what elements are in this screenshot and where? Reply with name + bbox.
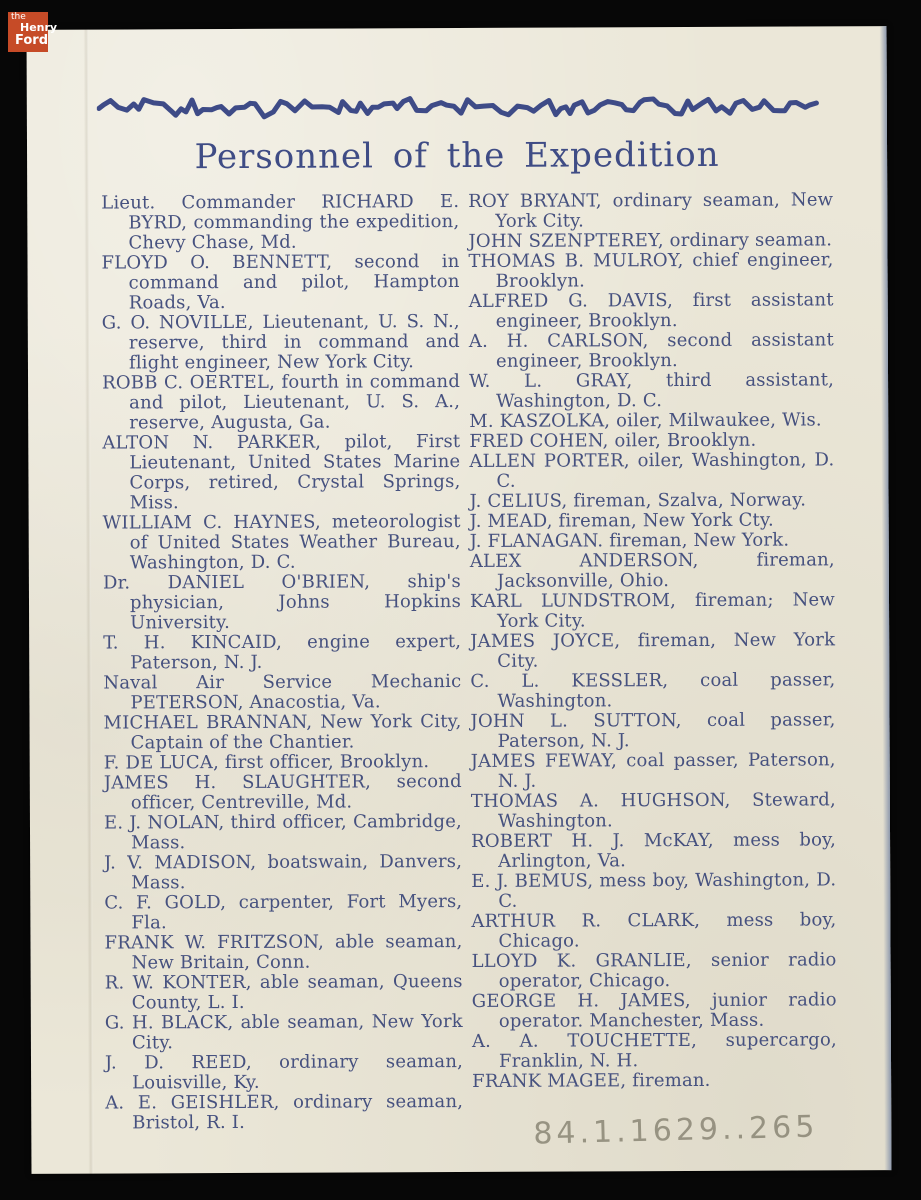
henry-ford-logo	[8, 12, 58, 52]
personnel-entry: FLOYD O. BENNETT, second in command and pilot, Hampton Roads, Va.	[101, 250, 460, 314]
personnel-entry: A. E. GEISHLER, ordinary seaman, Bristol, R. I.	[105, 1090, 464, 1134]
logo-text-henry: Henry	[20, 21, 58, 34]
document-page	[27, 26, 892, 1174]
left-column	[101, 192, 463, 1134]
personnel-entry: W. L. GRAY, third assistant, Washington, D. C.	[469, 369, 835, 412]
personnel-entry: FRANK W. FRITZSON, able seaman, New Britain, Conn.	[104, 930, 463, 974]
personnel-entry: ALEX ANDERSON, fireman, Jacksonville, Ohio.	[469, 549, 835, 592]
personnel-entry: J. V. MADISON, boatswain, Danvers, Mass.	[104, 850, 463, 894]
personnel-entry: J. CELIUS, fireman, Szalva, Norway.	[469, 489, 807, 512]
personnel-entry: Naval Air Service Mechanic PETERSON, Anacostia, Va.	[103, 670, 462, 714]
logo-text-ford: Ford	[15, 33, 49, 48]
personnel-entry: A. A. TOUCHETTE, supercargo, Franklin, N. H.	[471, 1029, 837, 1072]
personnel-entry: JOHN L. SUTTON, coal passer, Paterson, N. J.	[470, 709, 836, 752]
personnel-entry: ROBERT H. J. McKAY, mess boy, Arlington, Va.	[471, 829, 837, 872]
personnel-entry: F. DE LUCA, first officer, Brooklyn.	[103, 751, 430, 774]
personnel-entry: J. MEAD, fireman, New York Cty.	[469, 509, 774, 532]
personnel-entry: G. O. NOVILLE, Lieutenant, U. S. N., reserve, third in command and flight engineer, New York City.	[101, 310, 460, 374]
right-column	[468, 190, 837, 1132]
logo-text-the: the	[11, 12, 26, 22]
personnel-entry: ALFRED G. DAVIS, first assistant engineer, Brooklyn.	[468, 289, 834, 332]
personnel-entry: T. H. KINCAID, engine expert, Paterson, N. J.	[103, 630, 462, 674]
personnel-entry: ALTON N. PARKER, pilot, First Lieutenant, United States Marine Corps, retired, Crystal Springs, Miss.	[102, 430, 461, 514]
personnel-entry: JAMES FEWAY, coal passer, Paterson, N. J.	[470, 749, 836, 792]
personnel-entry: M. KASZOLKA, oiler, Milwaukee, Wis.	[469, 409, 822, 432]
personnel-entry: G. H. BLACK, able seaman, New York City.	[104, 1010, 463, 1054]
personnel-entry: KARL LUNDSTROM, fireman; New York City.	[469, 589, 836, 632]
personnel-list	[101, 190, 837, 1133]
personnel-entry: JAMES JOYCE, fireman, New York City.	[470, 629, 836, 672]
personnel-entry: J. FLANAGAN. fireman, New York.	[469, 529, 790, 552]
personnel-entry: ROBB C. OERTEL, fourth in command and pilot, Lieutenant, U. S. A., reserve, Augusta, Ga.	[102, 370, 461, 434]
personnel-entry: ARTHUR R. CLARK, mess boy, Chicago.	[471, 909, 837, 952]
squiggle-divider-icon	[97, 92, 821, 125]
personnel-entry: THOMAS B. MULROY, chief engineer, Brooklyn.	[468, 249, 834, 292]
fold-crease	[84, 30, 94, 1174]
page-right-edge	[880, 26, 892, 1170]
personnel-entry: E. J. NOLAN, third officer, Cambridge, Mass.	[103, 810, 463, 854]
personnel-entry: R. W. KONTER, able seaman, Queens County, L. I.	[104, 970, 463, 1014]
personnel-entry: MICHAEL BRANNAN, New York City, Captain of the Chantier.	[103, 710, 462, 754]
personnel-entry: C. L. KESSLER, coal passer, Washington.	[470, 669, 836, 712]
personnel-entry: THOMAS A. HUGHSON, Steward, Washington.	[470, 789, 836, 832]
personnel-entry: FRED COHEN, oiler, Brooklyn.	[469, 429, 757, 452]
personnel-entry: E. J. BEMUS, mess boy, Washington, D. C.	[471, 869, 837, 912]
personnel-entry: C. F. GOLD, carpenter, Fort Myers, Fla.	[104, 890, 463, 934]
personnel-entry: Lieut. Commander RICHARD E. BYRD, commanding the expedition, Chevy Chase, Md.	[101, 190, 460, 254]
personnel-entry: GEORGE H. JAMES, junior radio operator. Manchester, Mass.	[471, 989, 837, 1032]
personnel-entry: J. D. REED, ordinary seaman, Louisville, Ky.	[104, 1050, 464, 1094]
personnel-entry: JAMES H. SLAUGHTER, second officer, Centreville, Md.	[103, 770, 462, 814]
personnel-entry: LLOYD K. GRANLIE, senior radio operator, Chicago.	[471, 949, 837, 992]
accession-number: 84.1.1629..265	[532, 1109, 819, 1152]
page-title: Personnel of the Expedition	[194, 134, 720, 178]
personnel-entry: WILLIAM C. HAYNES, meteorologist of United States Weather Bureau, Washington, D. C.	[102, 510, 461, 574]
personnel-entry: Dr. DANIEL O'BRIEN, ship's physician, Johns Hopkins University.	[102, 570, 462, 634]
personnel-entry: ALLEN PORTER, oiler, Washington, D. C.	[469, 449, 835, 492]
personnel-entry: JOHN SZENPTEREY, ordinary seaman.	[468, 229, 833, 252]
personnel-entry: FRANK MAGEE, fireman.	[472, 1069, 711, 1092]
personnel-entry: ROY BRYANT, ordinary seaman, New York City.	[468, 189, 834, 232]
personnel-entry: A. H. CARLSON, second assistant engineer, Brooklyn.	[468, 329, 834, 372]
